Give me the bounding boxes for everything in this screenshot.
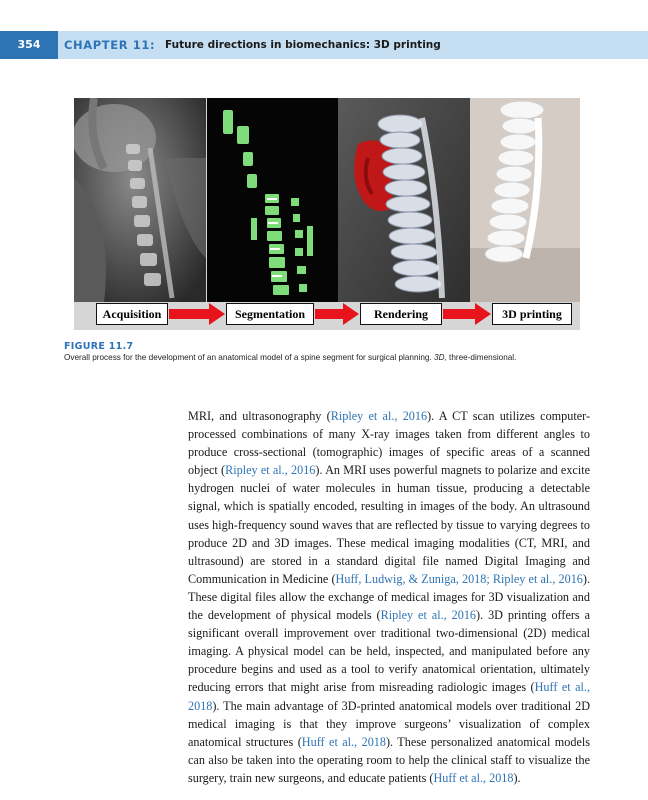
segmentation-image bbox=[207, 98, 339, 302]
citation-link[interactable]: Huff et al., 2018 bbox=[188, 680, 590, 713]
step-acquisition: Acquisition bbox=[96, 303, 168, 325]
figure-caption: Overall process for the development of an anatomical model of a spine segment for surgical planning. 3D, three-dimensional. bbox=[64, 353, 517, 362]
figure-11-7 bbox=[74, 98, 580, 330]
step-rendering: Rendering bbox=[360, 303, 442, 325]
arrow-right-icon bbox=[315, 303, 359, 325]
rendering-image bbox=[338, 98, 470, 302]
body-paragraph: MRI, and ultrasonography (Ripley et al., 2016). A CT scan utilizes computer-processed combinations of many X-ray images taken from different angles to produce cross-sectional (tomographic) images of specific areas of a scanned object (Ripley et al., 2016). An MRI uses powerful magnets to polarize and excite hydrogen nuclei of water molecules in human tissue, producing a detectable signal, which is spatially encoded, resulting in images of the body. An ultrasound uses high-frequency sound waves that are reflected by tissue to varying degrees to produce 2D and 3D images. These medical imaging modalities (CT, MRI, and ultrasound) are stored in a standard digital file named Digital Imaging and Communication in Medicine (Huff, Ludwig, & Zuniga, 2018; Ripley et al., 2016). These digital files allow the exchange of medical images for 3D visualization and the development of physical models (Ripley et al., 2016). 3D printing offers a significant overall improvement over traditional two-dimensional (2D) medical imaging. A physical model can be held, inspected, and manipulated before any procedure begins and used as a tool to verify anatomical orientation, ultimately reducing errors that might arise from misreading radiologic images (Huff et al., 2018). The main advantage of 3D-printed anatomical models over traditional 2D medical imaging is that they improve surgeons’ visualization of complex anatomical structures (Huff et al., 2018). These personalized anatomical models can also be taken into the operating room to help the clinical staff to visualize the surgery, train new surgeons, and educate patients (Huff et al., 2018). bbox=[188, 409, 591, 785]
chapter-label: CHAPTER 11: bbox=[64, 38, 156, 52]
citation-link[interactable]: Ripley et al., 2016 bbox=[380, 608, 477, 623]
page-number: 354 bbox=[0, 31, 58, 59]
citation-link[interactable]: Huff, Ludwig, & Zuniga, 2018; Ripley et al., 2016 bbox=[335, 571, 583, 586]
citation-link[interactable]: Ripley et al., 2016 bbox=[330, 409, 428, 423]
running-header bbox=[0, 31, 648, 59]
citation-link[interactable]: Ripley et al., 2016 bbox=[225, 463, 316, 478]
citation-link[interactable]: Huff et al., 2018 bbox=[433, 770, 514, 785]
ct-scan-image bbox=[74, 98, 206, 302]
printed-model-image bbox=[470, 98, 580, 302]
figure-label: FIGURE 11.7 bbox=[64, 341, 134, 352]
step-3d-printing: 3D printing bbox=[492, 303, 572, 325]
step-segmentation: Segmentation bbox=[226, 303, 314, 325]
citation-link[interactable]: Huff et al., 2018 bbox=[301, 734, 386, 749]
chapter-title: Future directions in biomechanics: 3D printing bbox=[165, 39, 441, 51]
arrow-right-icon bbox=[169, 303, 225, 325]
arrow-right-icon bbox=[443, 303, 491, 325]
